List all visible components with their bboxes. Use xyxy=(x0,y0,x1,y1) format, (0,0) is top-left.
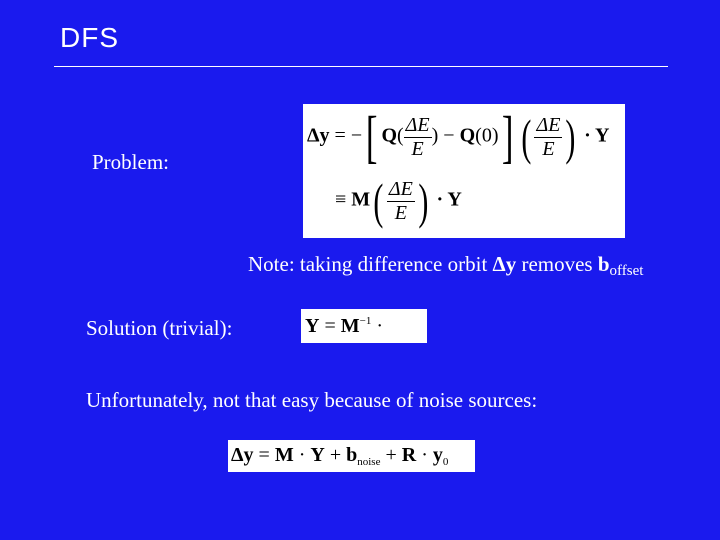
fraction-delta-e-over-e: $\frac{\Delta E}{E}$ xyxy=(536,113,561,160)
solution-equation: $Y = M^{-1}$ · xyxy=(301,309,427,343)
problem-equation xyxy=(303,104,625,238)
slide-title: DFS xyxy=(60,22,119,53)
problem-equation-line-1: Δy = −[ Q( $\frac{\Delta E}{E}$ ) − Q(0)] ( $\frac{\Delta E}{E}$ ) · Y xyxy=(307,104,610,169)
fraction-delta-e-over-e: $\frac{\Delta E}{E}$ xyxy=(388,177,413,224)
note-text: Note: taking difference orbit Δy removes boffset xyxy=(248,252,644,279)
noise-sources-text: Unfortunately, not that easy because of noise sources: xyxy=(86,388,538,412)
noise-equation: $\Delta y = M \cdot Y + b_{noise} + R \cdot y_0$ xyxy=(228,440,475,472)
problem-label: Problem: xyxy=(92,150,169,174)
solution-label: Solution (trivial): xyxy=(86,316,233,340)
fraction-delta-e-over-e: $\frac{\Delta E}{E}$ xyxy=(405,113,430,160)
title-divider xyxy=(54,66,668,67)
problem-equation-line-2: ≡ M( $\frac{\Delta E}{E}$ ) · Y xyxy=(335,173,462,229)
